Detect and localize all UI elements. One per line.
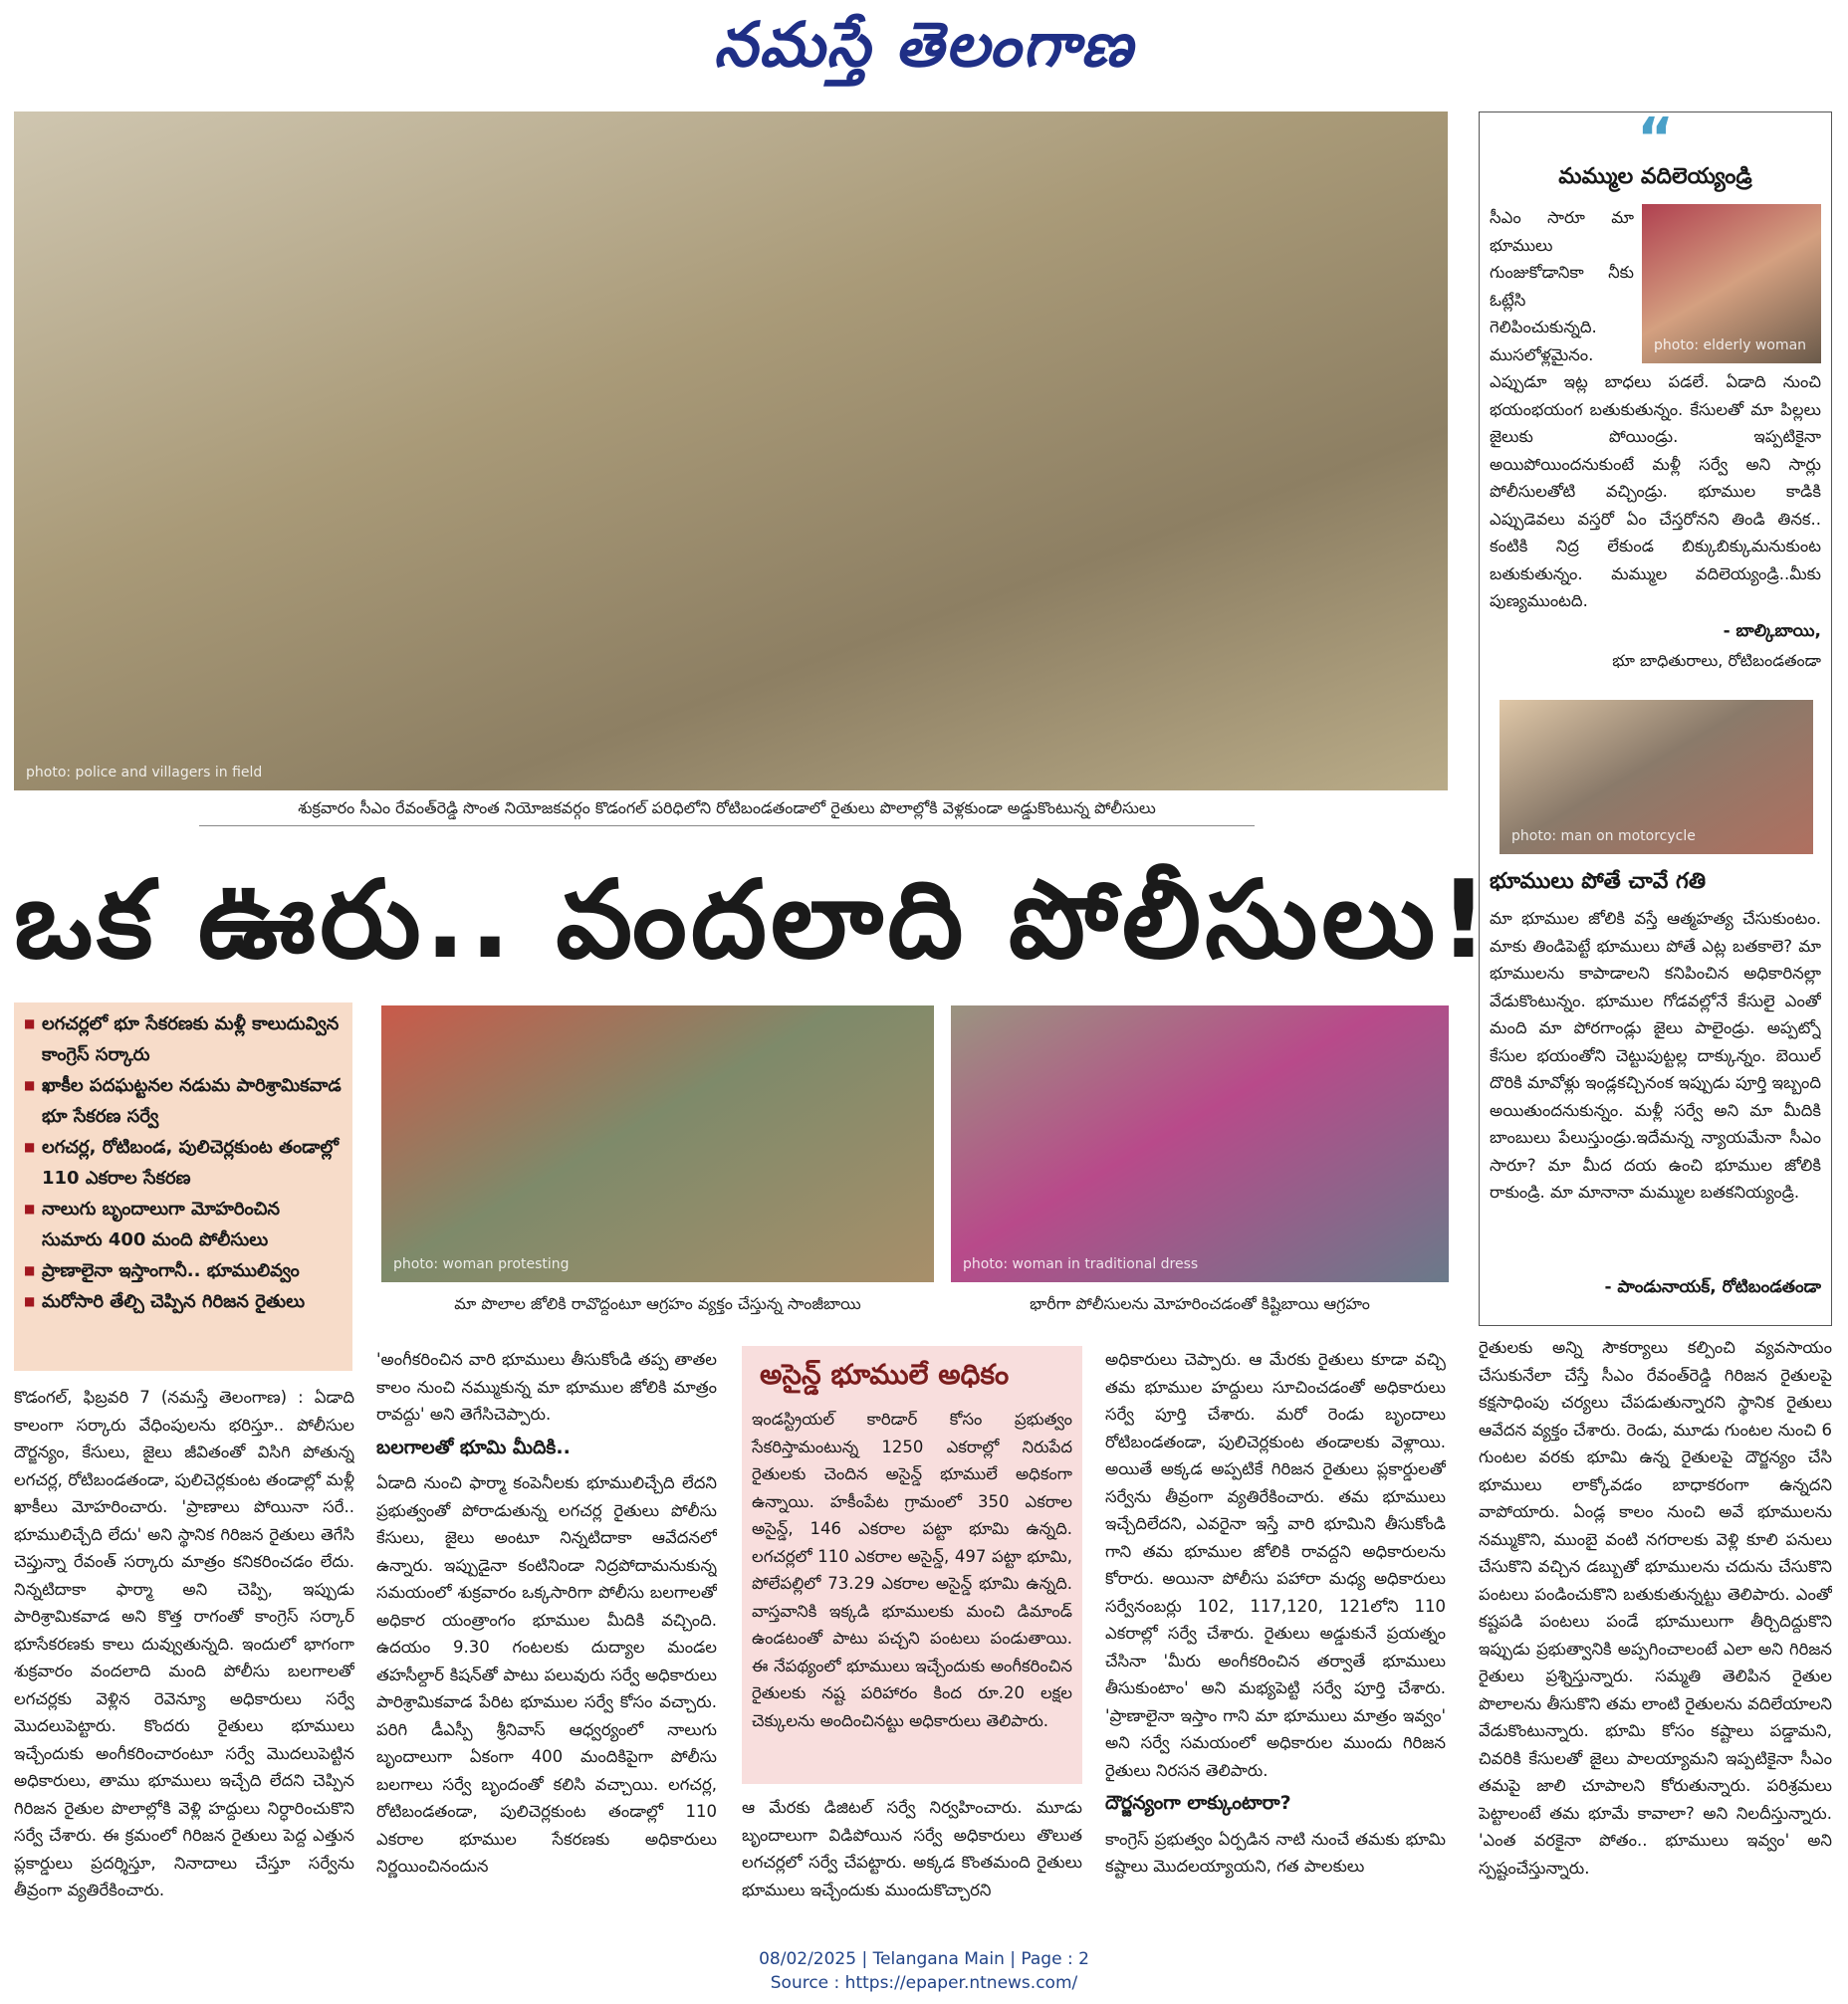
article-column-4 <box>1105 1346 1446 1913</box>
article-column-1 <box>14 1384 354 1911</box>
highlight-item: ■ మరోసారి తేల్చి చెప్పిన గిరిజన రైతులు <box>22 1286 345 1317</box>
article-column-2 <box>376 1346 717 1913</box>
main-photo-label: photo: police and villagers in field <box>26 765 263 780</box>
section-subhead: బలగాలతో భూమి మీదికి.. <box>376 1436 571 1458</box>
headline: ఒక ఊరు.. వందలాది పోలీసులు! <box>14 858 1493 983</box>
footer-source[interactable]: Source : https://epaper.ntnews.com/ <box>770 1973 1078 1993</box>
highlight-item: ■ లగచర్లలో భూ సేకరణకు మళ్లీ కాలుదువ్విన కాంగ్రెస్ సర్కారు <box>22 1008 345 1070</box>
highlight-item: ■ నాలుగు బృందాలుగా మోహరించిన సుమారు 400 మంది పోలీసులు <box>22 1194 345 1255</box>
article-paragraph: కొడంగల్, ఫిబ్రవరి 7 (నమస్తే తెలంగాణ) : ఏడాది కాలంగా సర్కారు వేధింపులను భరిస్తూ.. పోలీసుల దౌర్జన్యం, కేసులు, జైలు జీవితంతో విసిగి పోతున్న లగచర్ల, రోటిబండతండా, పులిచెర్లకుంట తండాల్లో మళ్లీ ఖాకీలు మోహరించారు. 'ప్రాణాలు పోయినా సరే.. భూములిచ్చేది లేదు' అని స్థానిక గిరిజన రైతులు తెగేసి చెప్తున్నా రేవంత్ సర్కారు మాత్రం కనికరించడం లేదు. నిన్నటిదాకా ఫార్మా అని చెప్పి, ఇప్పుడు పారిశ్రామికవాడ అని కొత్త రాగంతో కాంగ్రెస్ సర్కార్ భూసేకరణకు కాలు దువ్వుతున్నది. ఇందులో భాగంగా శుక్రవారం వందలాది మంది పోలీసు బలగాలతో లగచర్లకు వెళ్లిన రెవెన్యూ అధికారులు సర్వే మొదలుపెట్టారు. కొందరు రైతులు భూములు ఇచ్చేందుకు అంగీకరించారంటూ సర్వే మొదలుపెట్టిన అధికారులు, తాము భూములు ఇచ్చేది లేదని చెప్పిన గిరిజన రైతుల పొలాల్లోకి వెళ్లి హద్దులు నిర్ధారించుకొని సర్వే చేశారు. ఈ క్రమంలో గిరిజన రైతులు పెద్ద ఎత్తున ప్లకార్డులు ప్రదర్శిస్తూ, నినాదాలు చేస్తూ సర్వేను తీవ్రంగా వ్యతిరేకించారు. <box>14 1388 354 1899</box>
sidebar-2-signature: - పాండునాయక్, రోటిబండతండా <box>1604 1277 1821 1297</box>
article-paragraph: అధికారులు చెప్పారు. ఆ మేరకు రైతులు కూడా వచ్చి తమ భూముల హద్దులు సూచించడంతో అధికారులు సర్వే పూర్తి చేశారు. మరో రెండు బృందాలు రోటిబండతండా, పులిచెర్లకుంట తండాలకు వెళ్లాయి. అయితే అక్కడ అప్పటికే గిరిజన రైతులు ప్లకార్డులతో సర్వేను తీవ్రంగా వ్యతిరేకించారు. తమ భూములు ఇచ్చేదిలేదని, ఎవరైనా ఇస్తే వారి భూమిని తీసుకోండి గాని తమ భూముల జోలికి రావద్దని అధికారులను కోరారు. అయినా పోలీసు పహారా మధ్య అధికారులు సర్వేనంబర్లు 102, 117,120, 121లోని 110 ఎకరాల్లో సర్వే చేశారు. రైతులు అడ్డుకునే ప్రయత్నం చేసినా 'మీరు అంగీకరించిన తర్వాతే భూములు తీసుకుంటాం' అని మభ్యపెట్టి సర్వే పూర్తి చేశారు. 'ప్రాణాలైనా ఇస్తాం గాని మా భూములు మాత్రం ఇవ్వం' అని సర్వే సమయంలో అధికారుల ముందు గిరిజన రైతులు నిరసన తెలిపారు. <box>1105 1350 1446 1780</box>
section-subhead: దౌర్జన్యంగా లాక్కుంటారా? <box>1105 1792 1291 1814</box>
woman-photo-caption: భారీగా పోలీసులను మోహరించడంతో కిష్టిబాయి ఆగ్రహం <box>1030 1294 1370 1313</box>
highlights-box <box>14 1002 352 1371</box>
footer-date-page: 08/02/2025 | Telangana Main | Page : 2 <box>759 1949 1089 1969</box>
elderly-woman-photo <box>1642 204 1821 363</box>
sidebar-1-text: ఎప్పుడూ ఇట్ల బాధలు పడలే. ఏడాది నుంచి భయంభయంగ బతుకుతున్నం. కేసులతో మా పిల్లలు జైలుకు పోయిండ్రు. ఇప్పటికైనా అయిపోయిందనుకుంటే మళ్లీ సర్వే అని సార్లు పోలీసులతోటి వచ్చిండ్రు. భూముల కాడికి ఎప్పుడెవలు వస్తరో ఏం చేస్తరోనని తిండి తినక.. కంటికి నిద్ర లేకుండ బిక్కుబిక్కుమనుకుంట బతుకుతున్నం. మమ్ముల వదిలెయ్యండ్రి..మీకు పుణ్యముంటది. <box>1490 372 1821 610</box>
article-paragraph: 'అంగీకరించిన వారి భూములు తీసుకోండి తప్ప తాతల కాలం నుంచి నమ్ముకున్న మా భూముల జోలికి మాత్రం రావద్దు' అని తెగేసిచెప్పారు. <box>376 1350 717 1424</box>
box-text: ఇండస్ట్రియల్ కారిడార్ కోసం ప్రభుత్వం సేకరిస్తామంటున్న 1250 ఎకరాల్లో నిరుపేద రైతులకు చెందిన అసైన్డ్ భూములే అధికంగా ఉన్నాయి. హకీంపేట గ్రామంలో 350 ఎకరాల అసైన్డ్, 146 ఎకరాల పట్టా భూమి ఉన్నది. లగచర్లలో 110 ఎకరాల అసైన్డ్, 497 పట్టా భూమి, పోలేపల్లిలో 73.29 ఎకరాల అసైన్డ్ భూమి ఉన్నది. వాస్తవానికి ఇక్కడి భూములకు మంచి డిమాండ్ ఉండటంతో పాటు పచ్చని పంటలు పండుతాయి. ఈ నేపథ్యంలో భూములు ఇచ్చేందుకు అంగీకరించిన రైతులకు నష్ట పరిహారం కింద రూ.20 లక్షల చెక్కులను అందించినట్టు అధికారులు తెలిపారు. <box>752 1410 1072 1730</box>
sidebar-title-2: భూములు పోతే చావే గతి <box>1490 869 1707 894</box>
article-column-5 <box>1479 1334 1832 1911</box>
sidebar-1-signature: - బాల్కిబాయి, <box>1723 620 1821 641</box>
woman-photo <box>951 1005 1449 1282</box>
article-paragraph: రైతులకు అన్ని సౌకర్యాలు కల్పించి వ్యవసాయం చేసుకునేలా చేస్తే సీఎం రేవంత్‌రెడ్డి గిరిజన రైతులపై కక్షసాధింపు చర్యలు చేపడుతున్నారని స్థానిక రైతులు ఆవేదన వ్యక్తం చేశారు. రెండు, మూడు గుంటల నుంచి 6 గుంటల వరకు భూమి ఉన్న రైతులపై దౌర్జన్యం చేసి భూములు లాక్కోవడం బాధాకరంగా ఉన్నదని వాపోయారు. ఏండ్ల కాలం నుంచి అవే భూములను నమ్ముకొని, ముంబై వంటి నగరాలకు వెళ్లి కూలి పనులు చేసుకొని వచ్చిన డబ్బుతో భూములను చదును చేసుకొని పంటలు పండించుకొని బతుకుతున్నట్టు తెలిపారు. ఎంతో కష్టపడి పంటలు పండే భూములుగా తీర్చిదిద్దుకొని ఇప్పుడు ప్రభుత్వానికి అప్పగించాలంటే ఎలా అని గిరిజన రైతులు ప్రశ్నిస్తున్నారు. సమ్మతి తెలిపిన రైతుల పొలాలను తీసుకొని తమ లాంటి రైతులను వదిలేయాలని వేడుకొంటున్నారు. భూమి కోసం కష్టాలు పడ్డామని, చివరికి కేసులతో జైలు పాలయ్యామని ఇప్పటికైనా సీఎం తమపై జాలి చూపాలని కోరుతున్నారు. పరిశ్రమలు పెట్టాలంటే తమ భూమే కావాలా? అని నిలదీస్తున్నారు. 'ఎంత వరకైనా పోతం.. భూములు ఇవ్వం' అని స్పష్టంచేస్తున్నారు. <box>1479 1338 1832 1878</box>
elderly-woman-photo-label: photo: elderly woman <box>1654 337 1807 353</box>
protest-photo-label: photo: woman protesting <box>393 1256 570 1272</box>
woman-photo-label: photo: woman in traditional dress <box>963 1256 1199 1272</box>
man-on-bike-photo-label: photo: man on motorcycle <box>1511 828 1696 844</box>
article-paragraph: ఆ మేరకు డిజిటల్ సర్వే నిర్వహించారు. మూడు బృందాలుగా విడిపోయిన సర్వే అధికారులు తొలుత లగచర్లలో సర్వే చేపట్టారు. అక్కడ కొంతమంది రైతులు భూములు ఇచ్చేందుకు ముందుకొచ్చారని <box>742 1798 1082 1899</box>
protest-photo-caption: మా పొలాల జోలికి రావొద్దంటూ ఆగ్రహం వ్యక్తం చేస్తున్న సాంజీబాయి <box>454 1294 861 1313</box>
main-photo-caption: శుక్రవారం సీఎం రేవంత్‌రెడ్డి సొంత నియోజకవర్గం కొడంగల్ పరిధిలోని రోటిబండతండాలో రైతులు పొలాల్లోకి వెళ్లకుండా అడ్డుకొంటున్న పోలీసులు <box>199 798 1255 826</box>
box-heading: అసైన్డ్ భూములే అధికం <box>760 1358 1010 1391</box>
testimonial-sidebar <box>1479 107 1832 1326</box>
highlight-item: ■ ప్రాణాలైనా ఇస్తాంగానీ.. భూములివ్వం <box>22 1255 345 1286</box>
article-paragraph: కాంగ్రెస్ ప్రభుత్వం ఏర్పడిన నాటి నుంచే తమకు భూమి కష్టాలు మొదలయ్యాయని, గత పాలకులు <box>1105 1829 1446 1876</box>
highlight-item: ■ ఖాకీల పదఘట్టనల నడుమ పారిశ్రామికవాడ భూ సేకరణ సర్వే <box>22 1070 345 1132</box>
quote-icon: “ <box>1637 107 1674 171</box>
masthead: నమస్తే తెలంగాణ <box>713 8 1135 81</box>
sidebar-title-1: మమ్ముల వదిలెయ్యండ్రి <box>1558 164 1752 189</box>
main-photo <box>14 111 1448 790</box>
sidebar-1-text-intro: సీఎం సారూ మా భూములు గుంజుకోడానికా నీకు ఓట్లేసి గెలిపించుకున్నది. ముసలోళ్లమైనం. <box>1490 208 1634 364</box>
protest-photo <box>381 1005 934 1282</box>
man-on-bike-photo <box>1500 700 1813 854</box>
article-paragraph: ఏడాది నుంచి ఫార్మా కంపెనీలకు భూములిచ్చేది లేదని ప్రభుత్వంతో పోరాడుతున్న లగచర్ల రైతులు పోలీసు కేసులు, జైలు అంటూ నిన్నటిదాకా ఆవేదనలో ఉన్నారు. ఇప్పుడైనా కంటినిండా నిద్రపోదామనుకున్న సమయంలో శుక్రవారం ఒక్కసారిగా పోలీసు బలగాలతో అధికార యంత్రాంగం భూముల మీదికి వచ్చింది. ఉదయం 9.30 గంటలకు దుద్యాల మండల తహసీల్దార్ కిషన్‌తో పాటు పలువురు సర్వే అధికారులు పారిశ్రామికవాడ పేరిట భూముల సర్వే కోసం వచ్చారు. పరిగి డీఎస్పీ శ్రీనివాస్ ఆధ్వర్యంలో నాలుగు బృందాలుగా ఏకంగా 400 మందికిపైగా పోలీసు బలగాలు సర్వే బృందంతో కలిసి వచ్చాయి. లగచర్ల, రోటిబండతండా, పులిచెర్లకుంట తండాల్లో 110 ఎకరాల భూముల సేకరణకు అధికారులు నిర్ణయించినందున <box>376 1473 717 1876</box>
highlight-item: ■ లగచర్ల, రోటిబండ, పులిచెర్లకుంట తండాల్లో 110 ఎకరాల సేకరణ <box>22 1132 345 1194</box>
sidebar-1-signature-sub: భూ బాధితురాలు, రోటిబండతండా <box>1612 650 1821 670</box>
assigned-lands-box <box>742 1346 1082 1784</box>
sidebar-2-text: మా భూముల జోలికి వస్తే ఆత్మహత్య చేసుకుంటం. మాకు తిండిపెట్టే భూములు పోతే ఎట్ల బతకాలె? మా భూములను కాపాడాలని కనిపించిన అధికారినల్లా వేడుకొంటున్నం. భూముల గోడవల్లోనే కేసులై ఎంతో మంది మా పోరగాండ్లు జైలు పాలైండ్రు. అప్పట్నో కేసుల భయంతోని చెట్టుపుట్టల్ల దాక్కున్నం. బెయిల్ దొరికి మావోళ్లు ఇండ్లకచ్చినంక ఇప్పుడు పూర్తి ఇబ్బంది అయితుందనుకున్నం. మళ్లీ సర్వే అని మా మీదికి బాంబులు పేలుస్తుండ్రు.ఇదేమన్న న్యాయమేనా సీఎం సారూ? మా మీద దయ ఉంచి భూముల జోలికి రాకుండ్రి. మా మానానా మమ్ముల బతకనియ్యండ్రి. <box>1490 909 1821 1202</box>
article-column-3 <box>742 1794 1082 1913</box>
